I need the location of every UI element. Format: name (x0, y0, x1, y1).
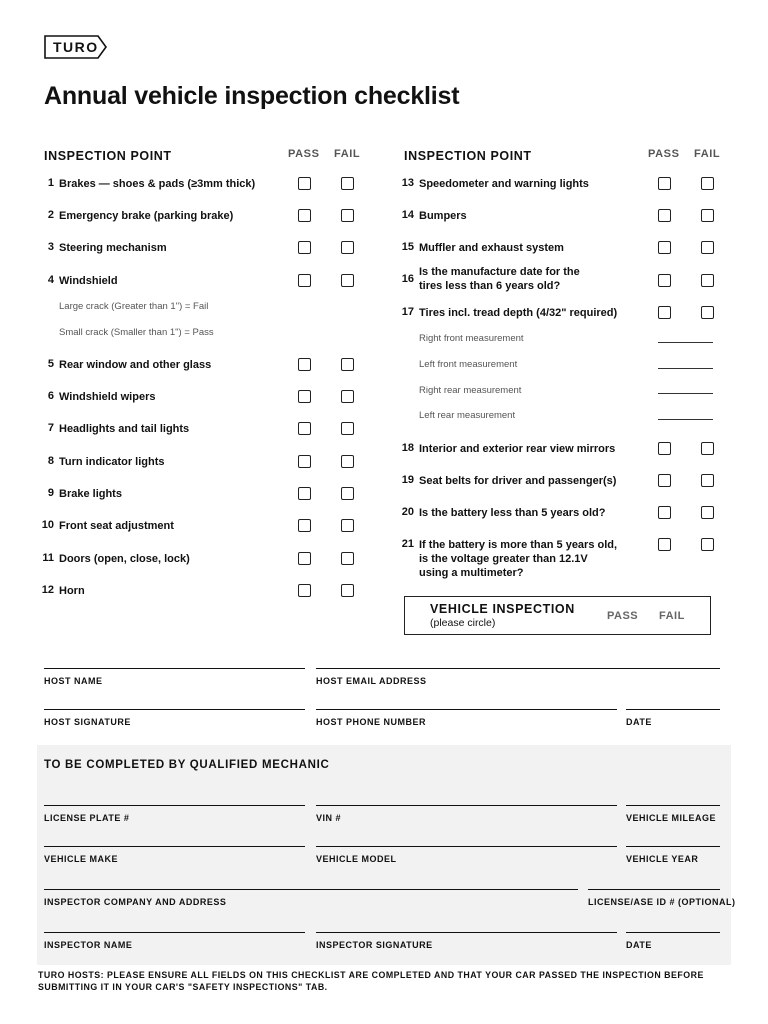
checklist-item-4 (44, 274, 294, 294)
license-ase-line[interactable] (588, 889, 720, 890)
pass-checkbox-9[interactable] (298, 487, 311, 500)
pass-checkbox-11[interactable] (298, 552, 311, 565)
checklist-item-label: Front seat adjustment (59, 520, 174, 532)
vehicle-inspection-pass-option[interactable]: PASS (607, 610, 639, 622)
fail-checkbox-21[interactable] (701, 538, 714, 551)
tire-measurement-right-front-label: Right front measurement (419, 333, 524, 344)
vehicle-inspection-subtitle: (please circle) (430, 617, 496, 629)
checklist-item-label: Speedometer and warning lights (419, 178, 589, 190)
checklist-item-number: 14 (401, 209, 414, 221)
pass-checkbox-18[interactable] (658, 442, 671, 455)
checklist-item-number: 6 (47, 390, 54, 402)
inspector-company-label: INSPECTOR COMPANY AND ADDRESS (44, 897, 227, 907)
checklist-item-number: 12 (41, 584, 54, 596)
pass-checkbox-13[interactable] (658, 177, 671, 190)
fail-checkbox-6[interactable] (341, 390, 354, 403)
checklist-item-label: Emergency brake (parking brake) (59, 210, 234, 222)
vin-line[interactable] (316, 805, 617, 806)
pass-checkbox-19[interactable] (658, 474, 671, 487)
pass-checkbox-20[interactable] (658, 506, 671, 519)
tire-measurement-left-rear-blank[interactable] (658, 419, 713, 420)
fail-checkbox-5[interactable] (341, 358, 354, 371)
pass-checkbox-3[interactable] (298, 241, 311, 254)
pass-checkbox-14[interactable] (658, 209, 671, 222)
vehicle-make-line[interactable] (44, 846, 305, 847)
vehicle-model-line[interactable] (316, 846, 617, 847)
tire-measurement-left-front-blank[interactable] (658, 368, 713, 369)
pass-checkbox-16[interactable] (658, 274, 671, 287)
checklist-item-number: 19 (401, 474, 414, 486)
checklist-item-1 (44, 177, 294, 197)
fail-checkbox-15[interactable] (701, 241, 714, 254)
fail-checkbox-14[interactable] (701, 209, 714, 222)
checklist-item-number: 3 (47, 241, 54, 253)
inspector-signature-label: INSPECTOR SIGNATURE (316, 940, 433, 950)
checklist-item-number: 11 (42, 552, 54, 564)
fail-checkbox-13[interactable] (701, 177, 714, 190)
host-name-label: HOST NAME (44, 676, 103, 686)
tire-measurement-right-rear-blank[interactable] (658, 393, 713, 394)
vehicle-inspection-title: VEHICLE INSPECTION (430, 602, 575, 616)
checklist-item-number: 1 (47, 177, 54, 189)
turo-logo (44, 35, 108, 59)
pass-checkbox-12[interactable] (298, 584, 311, 597)
checklist-item-number: 20 (401, 506, 414, 518)
pass-checkbox-4[interactable] (298, 274, 311, 287)
host-email-line[interactable] (316, 668, 720, 669)
vehicle-inspection-box (404, 596, 711, 635)
checklist-item-19 (401, 474, 654, 494)
pass-checkbox-6[interactable] (298, 390, 311, 403)
checklist-item-number: 5 (47, 358, 54, 370)
checklist-item-number: 16 (401, 273, 414, 285)
inspector-company-line[interactable] (44, 889, 578, 890)
vehicle-model-label: VEHICLE MODEL (316, 854, 397, 864)
checklist-item-number: 2 (47, 209, 54, 221)
checklist-item-label: Brakes — shoes & pads (≥3mm thick) (59, 178, 256, 190)
host-phone-line[interactable] (316, 709, 617, 710)
fail-checkbox-17[interactable] (701, 306, 714, 319)
host-date-line[interactable] (626, 709, 720, 710)
checklist-item-label: Headlights and tail lights (59, 423, 190, 435)
checklist-item-number: 7 (47, 422, 54, 434)
vehicle-inspection-fail-option[interactable]: FAIL (659, 610, 685, 622)
pass-checkbox-7[interactable] (298, 422, 311, 435)
fail-checkbox-1[interactable] (341, 177, 354, 190)
host-email-label: HOST EMAIL ADDRESS (316, 676, 427, 686)
checklist-item-label: Steering mechanism (59, 242, 167, 254)
fail-checkbox-18[interactable] (701, 442, 714, 455)
checklist-item-6 (44, 390, 294, 410)
pass-checkbox-2[interactable] (298, 209, 311, 222)
fail-header-left: FAIL (334, 148, 361, 160)
fail-checkbox-7[interactable] (341, 422, 354, 435)
checklist-item-16 (401, 265, 654, 292)
checklist-item-10 (41, 519, 294, 539)
checklist-item-label: Brake lights (59, 488, 122, 500)
checklist-item-label: Doors (open, close, lock) (59, 553, 190, 565)
inspection-point-header-left: INSPECTION POINT (44, 149, 172, 163)
checklist-item-label: Windshield wipers (59, 391, 156, 403)
vehicle-make-label: VEHICLE MAKE (44, 854, 119, 864)
host-date-label: DATE (626, 717, 652, 727)
checklist-item-12 (41, 584, 294, 604)
checklist-item-number: 15 (401, 241, 414, 253)
inspector-signature-line[interactable] (316, 932, 617, 933)
fail-checkbox-10[interactable] (341, 519, 354, 532)
inspector-name-line[interactable] (44, 932, 305, 933)
checklist-item-2 (44, 209, 294, 229)
pass-checkbox-17[interactable] (658, 306, 671, 319)
checklist-item-label: Muffler and exhaust system (419, 242, 564, 254)
checklist-item-7 (44, 422, 294, 442)
checklist-item-label: Is the manufacture date for the tires less than 6 years old? (419, 266, 580, 292)
checklist-item-label: Tires incl. tread depth (4/32" required) (419, 307, 618, 319)
checklist-item-9 (44, 487, 294, 507)
checklist-item-21 (401, 538, 654, 579)
pass-checkbox-5[interactable] (298, 358, 311, 371)
checklist-item-20 (401, 506, 654, 526)
checklist-item-18 (401, 442, 654, 462)
checklist-item-label: Horn (59, 585, 85, 597)
checklist-item-3 (44, 241, 294, 261)
checklist-item-11 (44, 552, 294, 572)
host-phone-label: HOST PHONE NUMBER (316, 717, 427, 727)
checklist-item-number: 17 (401, 306, 414, 318)
fail-checkbox-20[interactable] (701, 506, 714, 519)
vin-label: VIN # (316, 813, 342, 823)
checklist-item-5 (44, 358, 294, 378)
mechanic-section-title: TO BE COMPLETED BY QUALIFIED MECHANIC (44, 759, 330, 771)
host-name-line[interactable] (44, 668, 305, 669)
pass-checkbox-10[interactable] (298, 519, 311, 532)
checklist-item-17 (401, 306, 654, 326)
checklist-item-number: 8 (47, 455, 54, 467)
vehicle-year-label: VEHICLE YEAR (626, 854, 699, 864)
inspector-name-label: INSPECTOR NAME (44, 940, 133, 950)
logo-text: TURO (53, 39, 99, 55)
pass-checkbox-1[interactable] (298, 177, 311, 190)
checklist-item-label: Windshield (59, 275, 118, 287)
fail-checkbox-19[interactable] (701, 474, 714, 487)
tire-measurement-right-front-blank[interactable] (658, 342, 713, 343)
checklist-item-14 (401, 209, 654, 229)
fail-checkbox-8[interactable] (341, 455, 354, 468)
host-signature-line[interactable] (44, 709, 305, 710)
windshield-note-small-crack: Small crack (Smaller than 1") = Pass (59, 327, 214, 338)
fail-header-right: FAIL (694, 148, 721, 160)
pass-header-right: PASS (648, 148, 680, 160)
checklist-item-number: 13 (401, 177, 414, 189)
checklist-item-number: 18 (401, 442, 414, 454)
vehicle-mileage-label: VEHICLE MILEAGE (626, 813, 717, 823)
host-signature-label: HOST SIGNATURE (44, 717, 131, 727)
checklist-item-label: Interior and exterior rear view mirrors (419, 443, 616, 455)
fail-checkbox-11[interactable] (341, 552, 354, 565)
fail-checkbox-4[interactable] (341, 274, 354, 287)
checklist-item-8 (44, 455, 294, 475)
checklist-item-15 (401, 241, 654, 261)
license-plate-line[interactable] (44, 805, 305, 806)
pass-header-left: PASS (288, 148, 320, 160)
checklist-item-number: 4 (47, 274, 54, 286)
checklist-item-label: Is the battery less than 5 years old? (419, 507, 606, 519)
checklist-item-number: 10 (41, 519, 54, 531)
fail-checkbox-9[interactable] (341, 487, 354, 500)
fail-checkbox-12[interactable] (341, 584, 354, 597)
license-plate-label: LICENSE PLATE # (44, 813, 130, 823)
tire-measurement-left-front-label: Left front measurement (419, 359, 518, 370)
checklist-item-number: 9 (47, 487, 54, 499)
tire-measurement-right-rear-label: Right rear measurement (419, 385, 522, 396)
pass-checkbox-8[interactable] (298, 455, 311, 468)
fail-checkbox-3[interactable] (341, 241, 354, 254)
tire-measurement-left-rear-label: Left rear measurement (419, 410, 516, 421)
pass-checkbox-21[interactable] (658, 538, 671, 551)
footer-note: TURO HOSTS: PLEASE ENSURE ALL FIELDS ON THIS CHECKLIST ARE COMPLETED AND THAT YOUR CAR PASSED THE INSPECTION BEFORE SUBMITTING IT IN YOUR CAR'S "SAFETY INSPECTIONS" TAB. (38, 970, 704, 992)
license-ase-label: LICENSE/ASE ID # (OPTIONAL) (588, 897, 736, 907)
fail-checkbox-16[interactable] (701, 274, 714, 287)
checklist-item-label: Rear window and other glass (59, 359, 212, 371)
vehicle-mileage-line[interactable] (626, 805, 720, 806)
pass-checkbox-15[interactable] (658, 241, 671, 254)
inspector-date-line[interactable] (626, 932, 720, 933)
checklist-item-number: 21 (401, 538, 414, 550)
checklist-item-label: Turn indicator lights (59, 456, 165, 468)
fail-checkbox-2[interactable] (341, 209, 354, 222)
inspector-date-label: DATE (626, 940, 652, 950)
inspection-point-header-right: INSPECTION POINT (404, 149, 532, 163)
checklist-item-13 (401, 177, 654, 197)
windshield-note-large-crack: Large crack (Greater than 1") = Fail (59, 301, 209, 312)
page-title: Annual vehicle inspection checklist (44, 82, 460, 110)
checklist-item-label: Seat belts for driver and passenger(s) (419, 475, 617, 487)
vehicle-year-line[interactable] (626, 846, 720, 847)
checklist-item-label: If the battery is more than 5 years old, is the voltage greater than 12.1V using a multimeter? (419, 539, 618, 579)
checklist-item-label: Bumpers (419, 210, 467, 222)
